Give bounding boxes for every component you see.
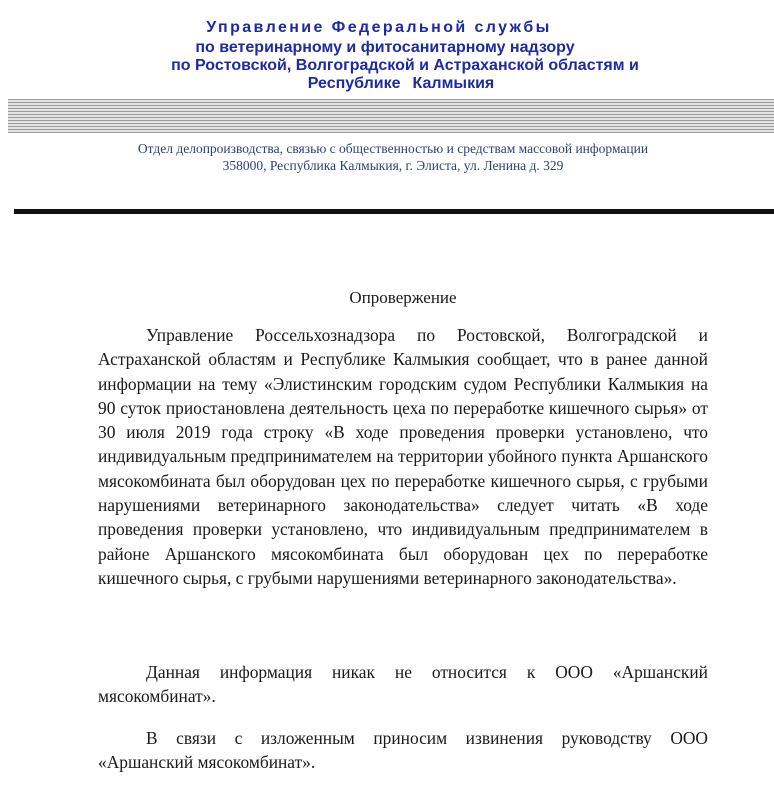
paragraph-2	[98, 660, 708, 709]
paragraph-3	[98, 726, 708, 775]
header-divider	[14, 209, 774, 214]
paragraph-2-text: Данная информация никак не относится к ООО «Аршанский мясокомбинат».	[98, 662, 708, 707]
paragraph-1	[98, 323, 708, 590]
agency-name-line-3: по Ростовской, Волгоградской и Астраханской областям и	[171, 57, 639, 74]
agency-name-line-2: по ветеринарному и фитосанитарному надзору	[195, 39, 575, 56]
paragraph-1-text: Управление Россельхознадзора по Ростовской, Волгоградской и Астраханской областям и Республике Калмыкия сообщает, что в ранее данной информации на тему «Элистинским городским судом Республики Калмыкия на 90 суток приостановлена деятельность цеха по переработке кишечного сырья» от 30 июля 2019 года строку «В ходе проведения проверки установлено, что индивидуальным предпринимателем на территории убойного пункта Аршанского мясокомбината был оборудован цех по переработке кишечного сырья, с грубыми нарушениями ветеринарного законодательства» следует читать «В ходе проведения проверки установлено, что индивидуальным предпринимателем в районе Аршанского мясокомбината был оборудован цех по переработке кишечного сырья, с грубыми нарушениями ветеринарного законодательства».	[98, 325, 708, 588]
agency-name-line-1: Управление Федеральной службы	[206, 19, 552, 36]
agency-name-line-4-part-1: Республике	[307, 75, 401, 92]
department-address: 358000, Республика Калмыкия, г. Элиста, ул. Ленина д. 329	[222, 158, 564, 173]
decorative-striped-band	[8, 99, 774, 133]
agency-name-line-4	[14, 74, 774, 93]
paragraph-3-text: В связи с изложенным приносим извинения руководству ООО «Аршанский мясокомбинат».	[98, 728, 708, 773]
agency-name-line-4-part-2: Калмыкия	[412, 75, 495, 92]
department-name: Отдел делопроизводства, связью с общественностью и средствам массовой информации	[137, 141, 649, 156]
document-title: Опровержение	[349, 288, 457, 307]
